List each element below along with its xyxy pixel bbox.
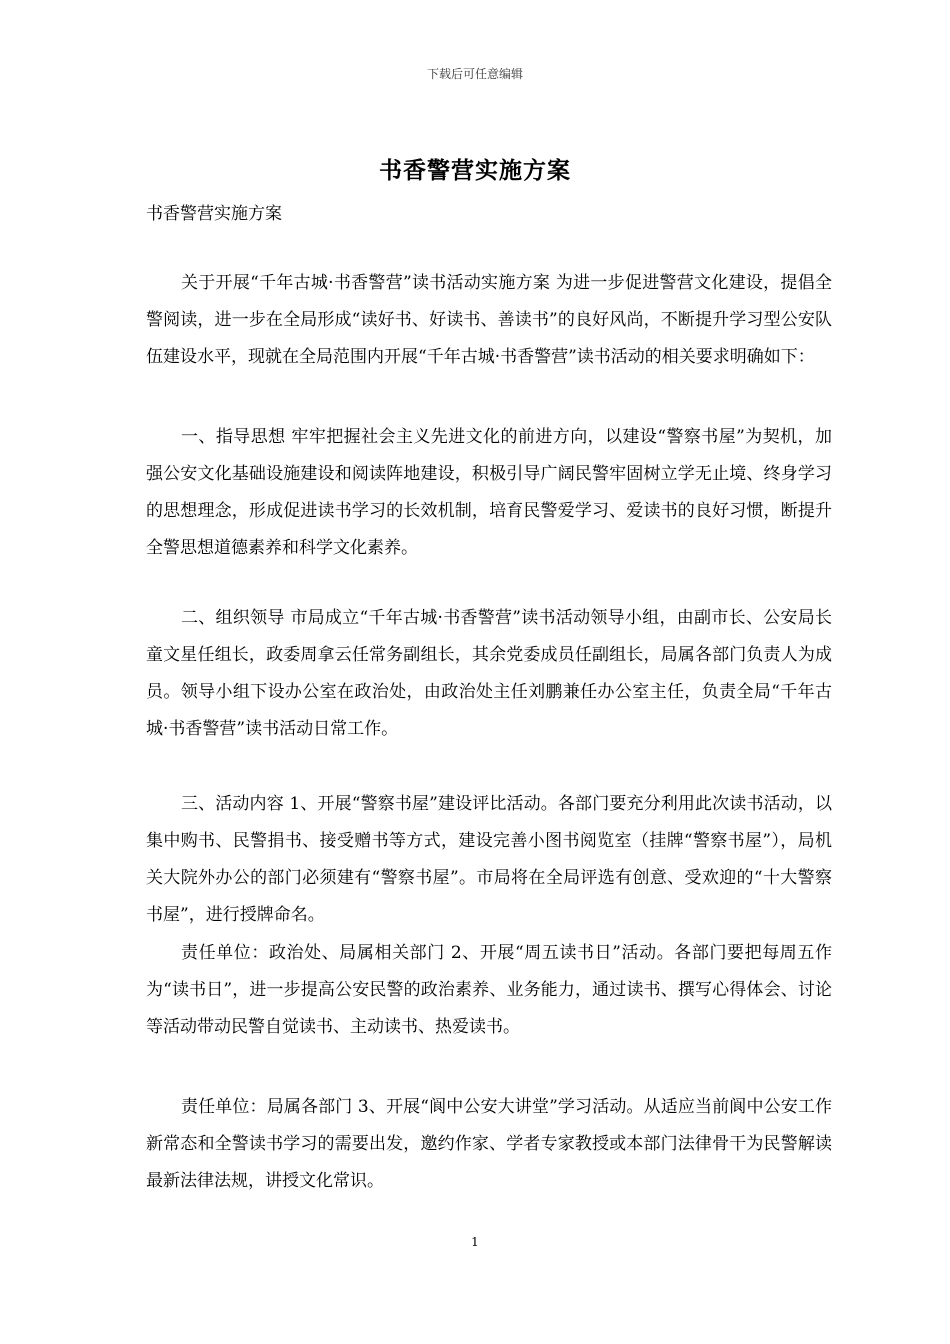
page-number: 1 [471,1235,479,1249]
document-subtitle: 书香警营实施方案 [146,204,282,224]
paragraph-activity-content: 三、活动内容 1、开展“警察书屋”建设评比活动。各部门要充分利用此次读书活动，以集中购书、民警捐书、接受赠书等方式，建设完善小图书阅览室（挂牌“警察书屋”），局机关大院外办公的部门必须建有“警察书屋”。市局将在全局评选有创意、受欢迎的“十大警察书屋”，进行授牌命名。 [146,794,832,925]
document-title: 书香警营实施方案 [379,157,571,184]
paragraph-responsibility-friday: 责任单位：政治处、局属相关部门 2、开展“周五读书日”活动。各部门要把每周五作为“读书日”，进一步提高公安民警的政治素养、业务能力，通过读书、撰写心得体会、讨论等活动带动民警自觉读书、主动读书、热爱读书。 [146,943,832,1037]
paragraph-organization: 二、组织领导 市局成立“千年古城·书香警营”读书活动领导小组，由副市长、公安局长童文星任组长，政委周拿云任常务副组长，其余党委成员任副组长，局属各部门负责人为成员。领导小组下设办公室在政治处，由政治处主任刘鹏兼任办公室主任，负责全局“千年古城·书香警营”读书活动日常工作。 [146,608,832,739]
paragraph-intro: 关于开展“千年古城·书香警营”读书活动实施方案 为进一步促进警营文化建设，提倡全警阅读，进一步在全局形成“读好书、好读书、善读书”的良好风尚，不断提升学习型公安队伍建设水平，现就在全局范围内开展“千年古城·书香警营”读书活动的相关要求明确如下： [146,273,832,367]
paragraph-responsibility-lecture: 责任单位：局属各部门 3、开展“阆中公安大讲堂”学习活动。从适应当前阆中公安工作新常态和全警读书学习的需要出发，邀约作家、学者专家教授或本部门法律骨干为民警解读最新法律法规，讲授文化常识。 [146,1097,832,1191]
page-header-note: 下载后可任意编辑 [426,67,523,81]
paragraph-guiding-ideology: 一、指导思想 牢牢把握社会主义先进文化的前进方向，以建设“警察书屋”为契机，加强公安文化基础设施建设和阅读阵地建设，积极引导广阔民警牢固树立学无止境、终身学习的思想理念，形成促进读书学习的长效机制，培育民警爱学习、爱读书的良好习惯，断提升全警思想道德素养和科学文化素养。 [146,427,832,558]
